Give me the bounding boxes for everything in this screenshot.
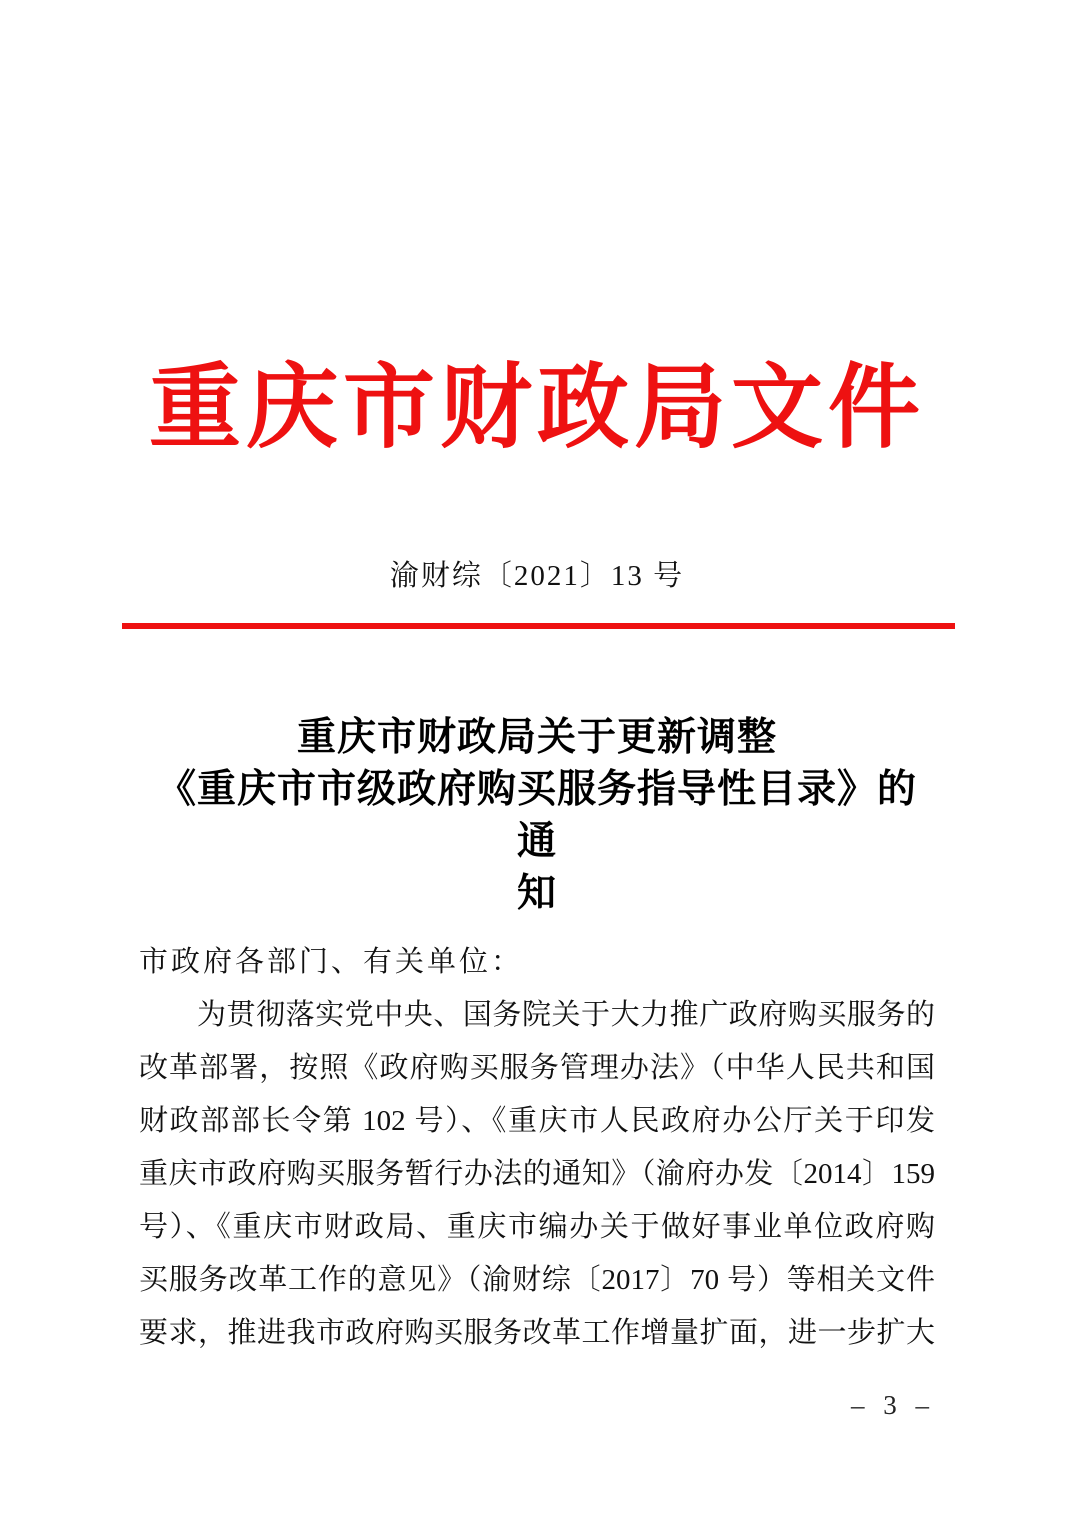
letterhead-separator-rule <box>122 623 955 629</box>
body-line: 财政部部长令第 102 号）、《重庆市人民政府办公厅关于印发 <box>139 1105 935 1137</box>
body-line: 号）、《重庆市财政局、重庆市编办关于做好事业单位政府购 <box>139 1211 935 1243</box>
page-number: – 3 – <box>851 1390 935 1420</box>
body-line: 改革部署，按照《政府购买服务管理办法》（中华人民共和国 <box>139 1052 935 1084</box>
body-line: 重庆市政府购买服务暂行办法的通知》（渝府办发〔2014〕159 <box>139 1158 935 1190</box>
body-line: 要求，推进我市政府购买服务改革工作增量扩面，进一步扩大 <box>139 1317 935 1349</box>
document-number: 渝财综〔2021〕13 号 <box>389 560 685 592</box>
document-title-line-3: 知 <box>516 872 557 915</box>
body-line: 为贯彻落实党中央、国务院关于大力推广政府购买服务的 <box>197 999 935 1031</box>
document-title-line-2: 《重庆市市级政府购买服务指导性目录》的通 <box>156 768 917 863</box>
body-line: 买服务改革工作的意见》（渝财综〔2017〕70 号）等相关文件 <box>139 1264 935 1296</box>
letterhead-org-title: 重庆市财政局文件 <box>148 357 925 459</box>
document-title-line-1: 重庆市财政局关于更新调整 <box>296 716 777 759</box>
body-salutation: 市政府各部门、有关单位： <box>139 946 524 978</box>
document-title <box>139 712 935 920</box>
document-body <box>139 936 935 1360</box>
